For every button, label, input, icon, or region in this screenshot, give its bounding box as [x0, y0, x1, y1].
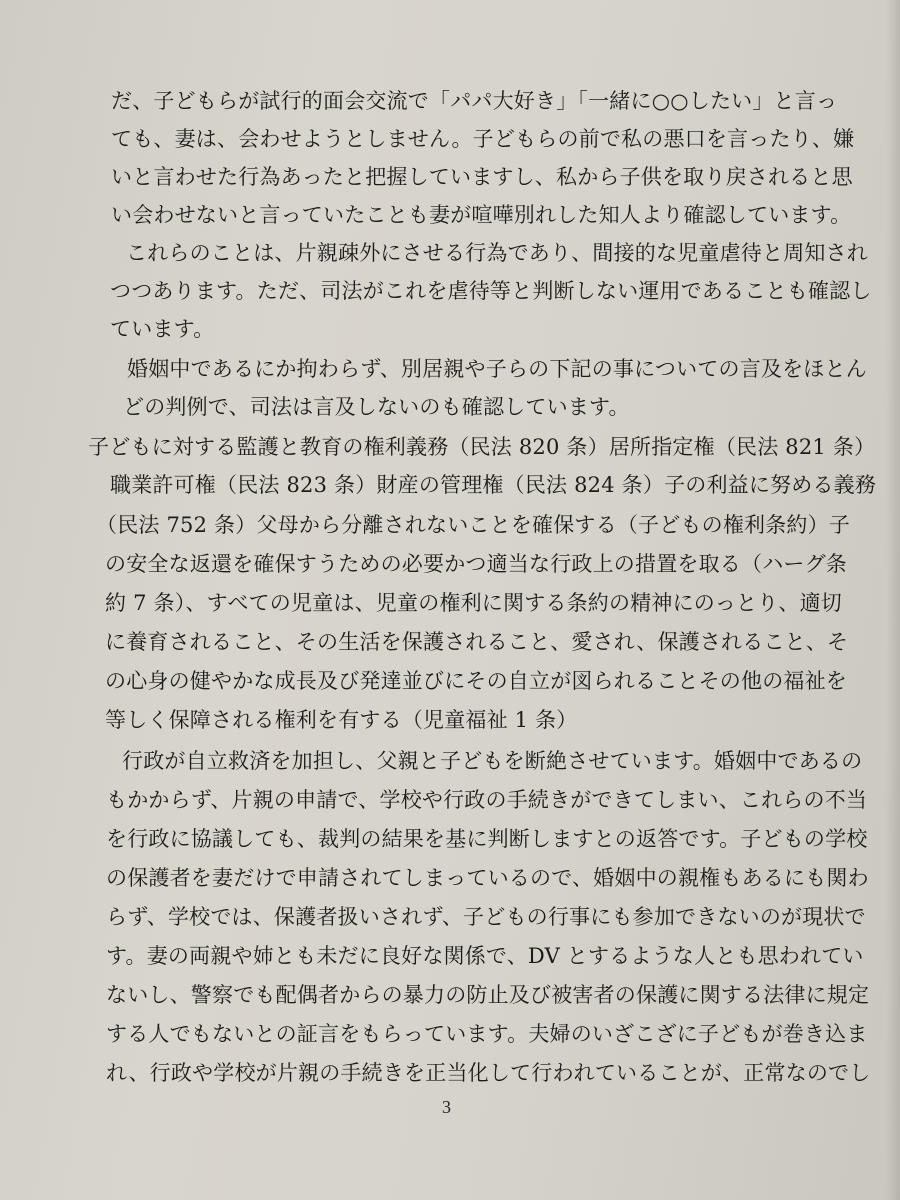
- text-line: どの判例で、司法は言及しないのも確認しています。: [123, 395, 630, 419]
- page-number: 3: [442, 1097, 451, 1117]
- text-line: に養育されること、その生活を保護されること、愛され、保護されること、そ: [105, 630, 849, 654]
- text-line: ても、妻は、会わせようとしません。子どもらの前で私の悪口を言ったり、嫌: [111, 127, 855, 151]
- text-line: だ、子どもらが試行的面会交流で「パパ大好き」「一緒に○○したい」と言っ: [111, 89, 838, 113]
- text-line: もかからず、片親の申請で、学校や行政の手続きができてしまい、これらの不当: [106, 788, 868, 812]
- text-line: つつあります。ただ、司法がこれを虐待等と判断しない運用であることも確認し: [110, 279, 872, 303]
- text-line: す。妻の両親や姉とも未だに良好な関係で、DV とするような人とも思われてい: [106, 944, 864, 968]
- text-line: の安全な返還を確保すうための必要かつ適当な行政上の措置を取る（ハーグ条: [105, 552, 847, 576]
- text-line: （民法 752 条）父母から分離されないことを確保する（子どもの権利条約）子: [96, 513, 851, 537]
- text-line: これらのことは、片親疎外にさせる行為であり、間接的な児童虐待と周知され: [126, 241, 868, 265]
- text-line: する人でもないとの証言をもらっています。夫婦のいざこざに子どもが巻き込ま: [106, 1022, 868, 1046]
- text-line: 婚姻中であるにか拘わらず、別居親や子らの下記の事についての言及をほとん: [127, 357, 867, 381]
- text-line: の保護者を妻だけで申請されてしまっているので、婚姻中の親権もあるにも関わ: [106, 866, 869, 890]
- text-line: い会わせないと言っていたことも妻が喧嘩別れした知人より確認しています。: [111, 203, 852, 227]
- text-line: いと言わせた行為あったと把握していますし、私から子供を取り戻されると思: [111, 165, 853, 189]
- text-line: の心身の健やかな成長及び発達並びにその自立が図られることその他の福祉を: [105, 669, 847, 693]
- text-line: 等しく保障される権利を有する（児童福祉 1 条）: [105, 708, 578, 732]
- text-line: 約 7 条）、すべての児童は、児童の権利に関する条約の精神にのっとり、適切: [105, 591, 842, 615]
- text-line: れ、行政や学校が片親の手続きを正当化して行われていることが、正常なのでし: [106, 1061, 871, 1085]
- text-line: ないし、警察でも配偶者からの暴力の防止及び被害者の保護に関する法律に規定: [106, 983, 870, 1007]
- text-line: らず、学校では、保護者扱いされず、子どもの行事にも参加できないのが現状で: [106, 905, 866, 929]
- text-line: を行政に協議しても、裁判の結果を基に判断しますとの返答です。子どもの学校: [106, 827, 868, 851]
- text-line: 子どもに対する監護と教育の権利義務（民法 820 条）居所指定権（民法 821 条）: [88, 435, 876, 459]
- text-line: ています。: [110, 317, 215, 341]
- text-line: 職業許可権（民法 823 条）財産の管理権（民法 824 条）子の利益に努める義務: [110, 473, 877, 497]
- page-edge-shadow: [886, 0, 900, 1200]
- text-line: 行政が自立救済を加担し、父親と子どもを断絶させています。婚姻中であるの: [122, 749, 863, 773]
